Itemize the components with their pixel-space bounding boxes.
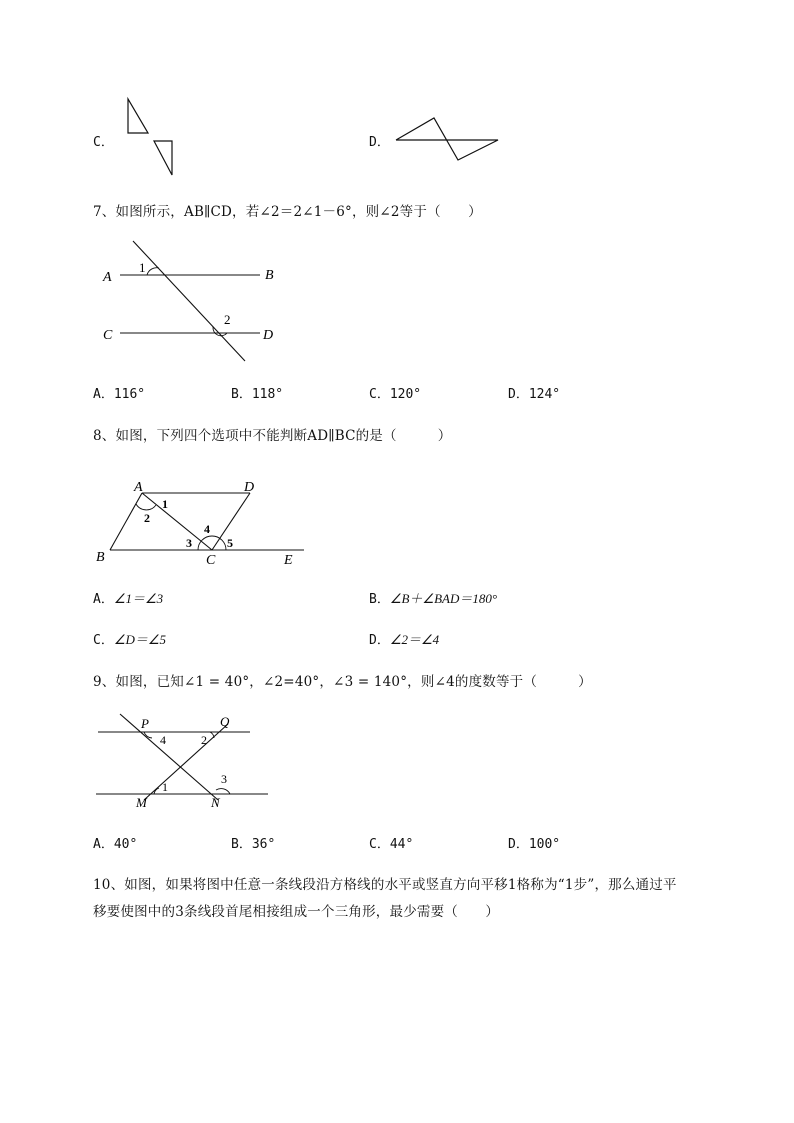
option-label: D． bbox=[369, 633, 390, 648]
line-qm bbox=[144, 724, 228, 800]
label-angle-2: 2 bbox=[201, 733, 207, 747]
q7-figure bbox=[95, 235, 295, 365]
lower-triangle bbox=[154, 141, 172, 175]
label-angle-5: 5 bbox=[227, 536, 233, 550]
option-value: 118° bbox=[251, 387, 284, 402]
q9-option-c bbox=[369, 833, 413, 852]
q9-option-d bbox=[508, 833, 560, 852]
label-n: N bbox=[211, 795, 220, 810]
q7-option-a bbox=[93, 383, 145, 402]
label-d: D bbox=[263, 328, 274, 343]
q6-option-d bbox=[369, 131, 390, 150]
option-label: C． bbox=[93, 135, 114, 150]
label-c: C bbox=[206, 553, 216, 568]
q10-stem-line-1: 10、如图，如果将图中任意一条线段沿方格线的水平或竖直方向平移1格称为“1步”，那么通过平 bbox=[93, 877, 677, 893]
label-m: M bbox=[136, 795, 147, 810]
label-e: E bbox=[284, 553, 293, 568]
label-d: D bbox=[244, 480, 255, 495]
q10-stem-line-2: 移要使图中的3条线段首尾相接组成一个三角形，最少需要（ ） bbox=[93, 904, 500, 920]
option-label: D． bbox=[508, 387, 529, 402]
label-angle-4: 4 bbox=[160, 733, 166, 747]
label-angle-3: 3 bbox=[221, 772, 227, 786]
option-value: 120° bbox=[389, 387, 422, 402]
option-label: C． bbox=[369, 387, 390, 402]
angle-2-arc bbox=[136, 504, 156, 510]
transversal bbox=[133, 241, 245, 361]
q8-option-a bbox=[93, 588, 163, 607]
option-label: B． bbox=[369, 592, 390, 607]
q8-stem: 8、如图，下列四个选项中不能判断AD∥BC的是（ ） bbox=[93, 428, 452, 444]
q9-stem: 9、如图，已知∠1 = 40°，∠2=40°，∠3 = 140°，则∠4的度数等于（ ） bbox=[93, 674, 592, 690]
label-angle-2: 2 bbox=[144, 511, 150, 525]
option-value: ∠2＝∠4 bbox=[389, 632, 440, 647]
angle-1-arc bbox=[154, 788, 159, 794]
option-label: B． bbox=[231, 387, 252, 402]
zigzag-triangles bbox=[396, 118, 498, 160]
label-angle-1: 1 bbox=[162, 780, 168, 794]
q9-figure bbox=[92, 710, 272, 810]
option-value: 36° bbox=[251, 837, 276, 852]
label-angle-4: 4 bbox=[204, 522, 210, 536]
q8-option-d bbox=[369, 629, 439, 648]
q8-figure bbox=[92, 475, 312, 570]
angle-1-arc bbox=[147, 268, 159, 275]
label-b: B bbox=[265, 268, 274, 283]
label-p: P bbox=[141, 716, 149, 731]
q7-option-d bbox=[508, 383, 560, 402]
q7-option-c bbox=[369, 383, 421, 402]
option-value: 40° bbox=[113, 837, 138, 852]
q8-option-c bbox=[93, 629, 166, 648]
option-label: D． bbox=[508, 837, 529, 852]
option-value: ∠D＝∠5 bbox=[113, 632, 167, 647]
label-angle-2: 2 bbox=[224, 312, 231, 327]
label-c: C bbox=[103, 328, 113, 343]
option-label: A． bbox=[93, 592, 114, 607]
option-value: 124° bbox=[528, 387, 561, 402]
q9-option-a bbox=[93, 833, 137, 852]
label-angle-1: 1 bbox=[162, 497, 168, 511]
upper-triangle bbox=[128, 99, 148, 133]
option-label: A． bbox=[93, 387, 114, 402]
label-q: Q bbox=[220, 714, 230, 729]
q7-stem: 7、如图所示，AB∥CD，若∠2＝2∠1－6°，则∠2等于（ ） bbox=[93, 204, 482, 220]
angle-c-arc bbox=[198, 536, 226, 550]
option-value: ∠1＝∠3 bbox=[113, 591, 164, 606]
label-a: A bbox=[134, 480, 143, 495]
option-label: C． bbox=[369, 837, 390, 852]
label-a: A bbox=[103, 270, 112, 285]
option-label: A． bbox=[93, 837, 114, 852]
q6-option-c bbox=[93, 131, 114, 150]
q9-option-b bbox=[231, 833, 275, 852]
q8-option-b bbox=[369, 588, 497, 607]
label-b: B bbox=[96, 550, 105, 565]
segment-ac bbox=[142, 493, 212, 550]
option-value: 44° bbox=[389, 837, 414, 852]
angle-3-arc bbox=[216, 789, 230, 794]
option-label: D． bbox=[369, 135, 390, 150]
line-pn bbox=[120, 714, 218, 800]
segment-ab bbox=[110, 493, 142, 550]
angle-4-arc bbox=[144, 732, 152, 738]
label-angle-3: 3 bbox=[186, 536, 192, 550]
q6-option-d-figure bbox=[392, 112, 504, 167]
option-label: C． bbox=[93, 633, 114, 648]
q6-option-c-figure bbox=[120, 95, 180, 180]
option-label: B． bbox=[231, 837, 252, 852]
option-value: 100° bbox=[528, 837, 561, 852]
option-value: 116° bbox=[113, 387, 146, 402]
q7-option-b bbox=[231, 383, 283, 402]
label-angle-1: 1 bbox=[139, 260, 146, 275]
option-value: ∠B＋∠BAD＝180° bbox=[389, 591, 498, 606]
